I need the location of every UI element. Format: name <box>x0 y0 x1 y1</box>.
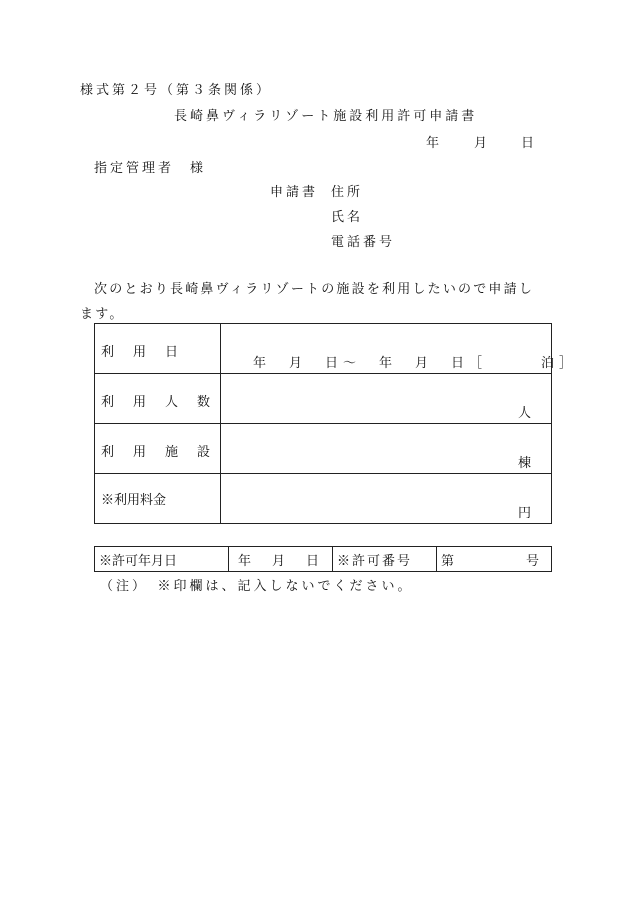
table-cell <box>95 374 221 424</box>
application-table <box>94 323 578 524</box>
phone-label: 電話番号 <box>331 235 396 250</box>
table-row <box>95 374 552 424</box>
table-cell[interactable] <box>221 424 552 474</box>
row-value: 年 月 日～ 年 月 日［ 泊］ <box>253 356 578 371</box>
table-row <box>95 547 552 572</box>
date-day: 日 <box>521 136 535 151</box>
table-row <box>95 424 552 474</box>
row-label: 利 用 日 <box>101 345 182 360</box>
date-year: 年 <box>426 136 440 151</box>
permit-number-label: ※許可番号 <box>333 547 437 572</box>
name-label: 氏名 <box>331 210 364 225</box>
applicant-label: 申請書 <box>270 185 319 200</box>
row-label: 利 用 施 設 <box>101 445 214 460</box>
permit-table <box>94 546 552 572</box>
permit-date-label: ※許可年月日 <box>95 547 229 572</box>
table-cell[interactable] <box>221 374 552 424</box>
form-number: 様式第２号（第３条関係） <box>80 83 273 98</box>
table-cell <box>95 424 221 474</box>
table-cell[interactable] <box>221 474 552 524</box>
table-cell <box>95 324 221 374</box>
addressee: 指定管理者 様 <box>94 161 207 176</box>
table-row <box>95 474 552 524</box>
table-cell <box>95 474 221 524</box>
row-label: 利 用 人 数 <box>101 395 214 410</box>
row-value: 円 <box>517 506 531 521</box>
permit-date-value[interactable]: 年 月 日 <box>229 547 333 572</box>
table-row <box>95 324 552 374</box>
row-value: 棟 <box>517 456 531 471</box>
date-month: 月 <box>474 136 488 151</box>
address-label: 住所 <box>331 185 364 200</box>
table-cell[interactable] <box>221 324 578 374</box>
document-title: 長崎鼻ヴィラリゾート施設利用許可申請書 <box>174 109 478 124</box>
note: （注） ※印欄は、記入しないでください。 <box>100 579 414 594</box>
row-value: 人 <box>517 406 531 421</box>
body-text-line-2: ます。 <box>80 307 125 322</box>
body-text-line-1: 次のとおり長崎鼻ヴィラリゾートの施設を利用したいので申請し <box>94 282 535 297</box>
permit-number-value[interactable]: 第 号 <box>437 547 552 572</box>
row-label: ※利用料金 <box>101 493 167 508</box>
